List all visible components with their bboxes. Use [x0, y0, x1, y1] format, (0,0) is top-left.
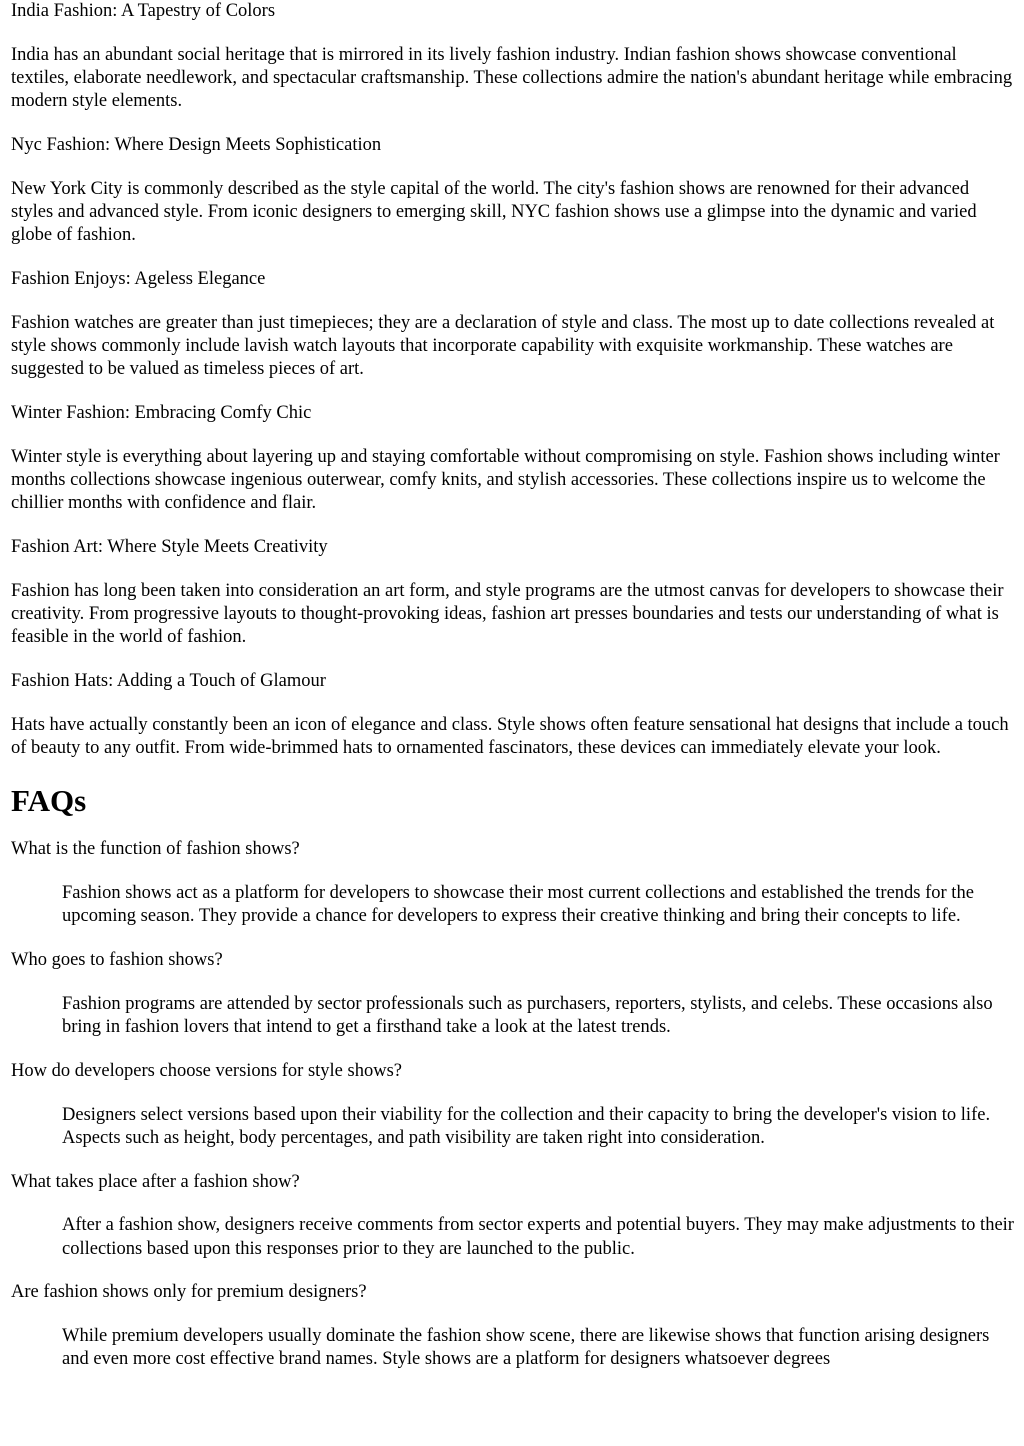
- section-title-winter: Winter Fashion: Embracing Comfy Chic: [11, 403, 312, 423]
- section-body-hats: Hats have actually constantly been an icon of elegance and class. Style shows often feature sensational hat designs that include a touch of beauty to any outfit. From wide-brimmed hats to ornamented fascinators, these devices can immediately elevate your look.: [11, 714, 1009, 758]
- faq-answer: After a fashion show, designers receive comments from sector experts and potential buyers. They may make adjustments to their collections based upon this responses prior to they are launched to the public.: [62, 1215, 1014, 1259]
- faq-answer: While premium developers usually dominate the fashion show scene, there are likewise shows that function arising designers and even more cost effective brand names. Style shows are a platform for designers whatsoever degrees: [62, 1326, 990, 1370]
- faq-question: What takes place after a fashion show?: [11, 1171, 300, 1192]
- section-body-art: Fashion has long been taken into consideration an art form, and style programs are the utmost canvas for developers to showcase their creativity. From progressive layouts to thought-provoking ideas, fashion art presses boundaries and tests our understanding of what is feasible in the world of fashion.: [11, 580, 1004, 648]
- faq-answer: Fashion shows act as a platform for developers to showcase their most current collections and established the trends for the upcoming season. They provide a chance for developers to express their creative thinking and bring their concepts to life.: [62, 883, 974, 927]
- faq-answer: Designers select versions based upon their viability for the collection and their capacity to bring the developer's vision to life. Aspects such as height, body percentages, and path visibility are taken right into consideration.: [62, 1104, 991, 1148]
- section-body-watches: Fashion watches are greater than just timepieces; they are a declaration of style and class. The most up to date collections revealed at style shows commonly include lavish watch layouts that incorporate capability with exquisite workmanship. These watches are suggested to be valued as timeless pieces of art.: [11, 312, 995, 380]
- faq-heading: FAQs: [11, 783, 87, 819]
- section-title-nyc: Nyc Fashion: Where Design Meets Sophistication: [11, 135, 382, 155]
- section-title-india: India Fashion: A Tapestry of Colors: [11, 1, 276, 21]
- faq-question: Who goes to fashion shows?: [11, 950, 223, 970]
- section-body-india: India has an abundant social heritage that is mirrored in its lively fashion industry. Indian fashion shows showcase conventional textiles, elaborate needlework, and spectacular craftsmanship. These collections admire the nation's abundant heritage while embracing modern style elements.: [11, 44, 1013, 112]
- faq-list: [11, 838, 1014, 1371]
- faq-question: Are fashion shows only for premium designers?: [11, 1282, 367, 1303]
- faq-question: What is the function of fashion shows?: [11, 839, 300, 860]
- section-body-winter: Winter style is everything about layering up and staying comfortable without compromising on style. Fashion shows including winter months collections showcase ingenious outerwear, comfy knits, and stylish accessories. These collections inspire us to welcome the chillier months with confidence and flair.: [11, 446, 1000, 514]
- faq-question: How do developers choose versions for style shows?: [11, 1060, 402, 1081]
- section-title-hats: Fashion Hats: Adding a Touch of Glamour: [11, 671, 326, 691]
- faq-answer: Fashion programs are attended by sector professionals such as purchasers, reporters, stylists, and celebs. These occasions also bring in fashion lovers that intend to get a firsthand take a look at the latest trends.: [62, 993, 993, 1037]
- section-title-watches: Fashion Enjoys: Ageless Elegance: [11, 269, 266, 289]
- section-title-art: Fashion Art: Where Style Meets Creativity: [11, 537, 328, 557]
- section-body-nyc: New York City is commonly described as the style capital of the world. The city's fashion shows are renowned for their advanced styles and advanced style. From iconic designers to emerging skill, NYC fashion shows use a glimpse into the dynamic and varied globe of fashion.: [11, 178, 977, 246]
